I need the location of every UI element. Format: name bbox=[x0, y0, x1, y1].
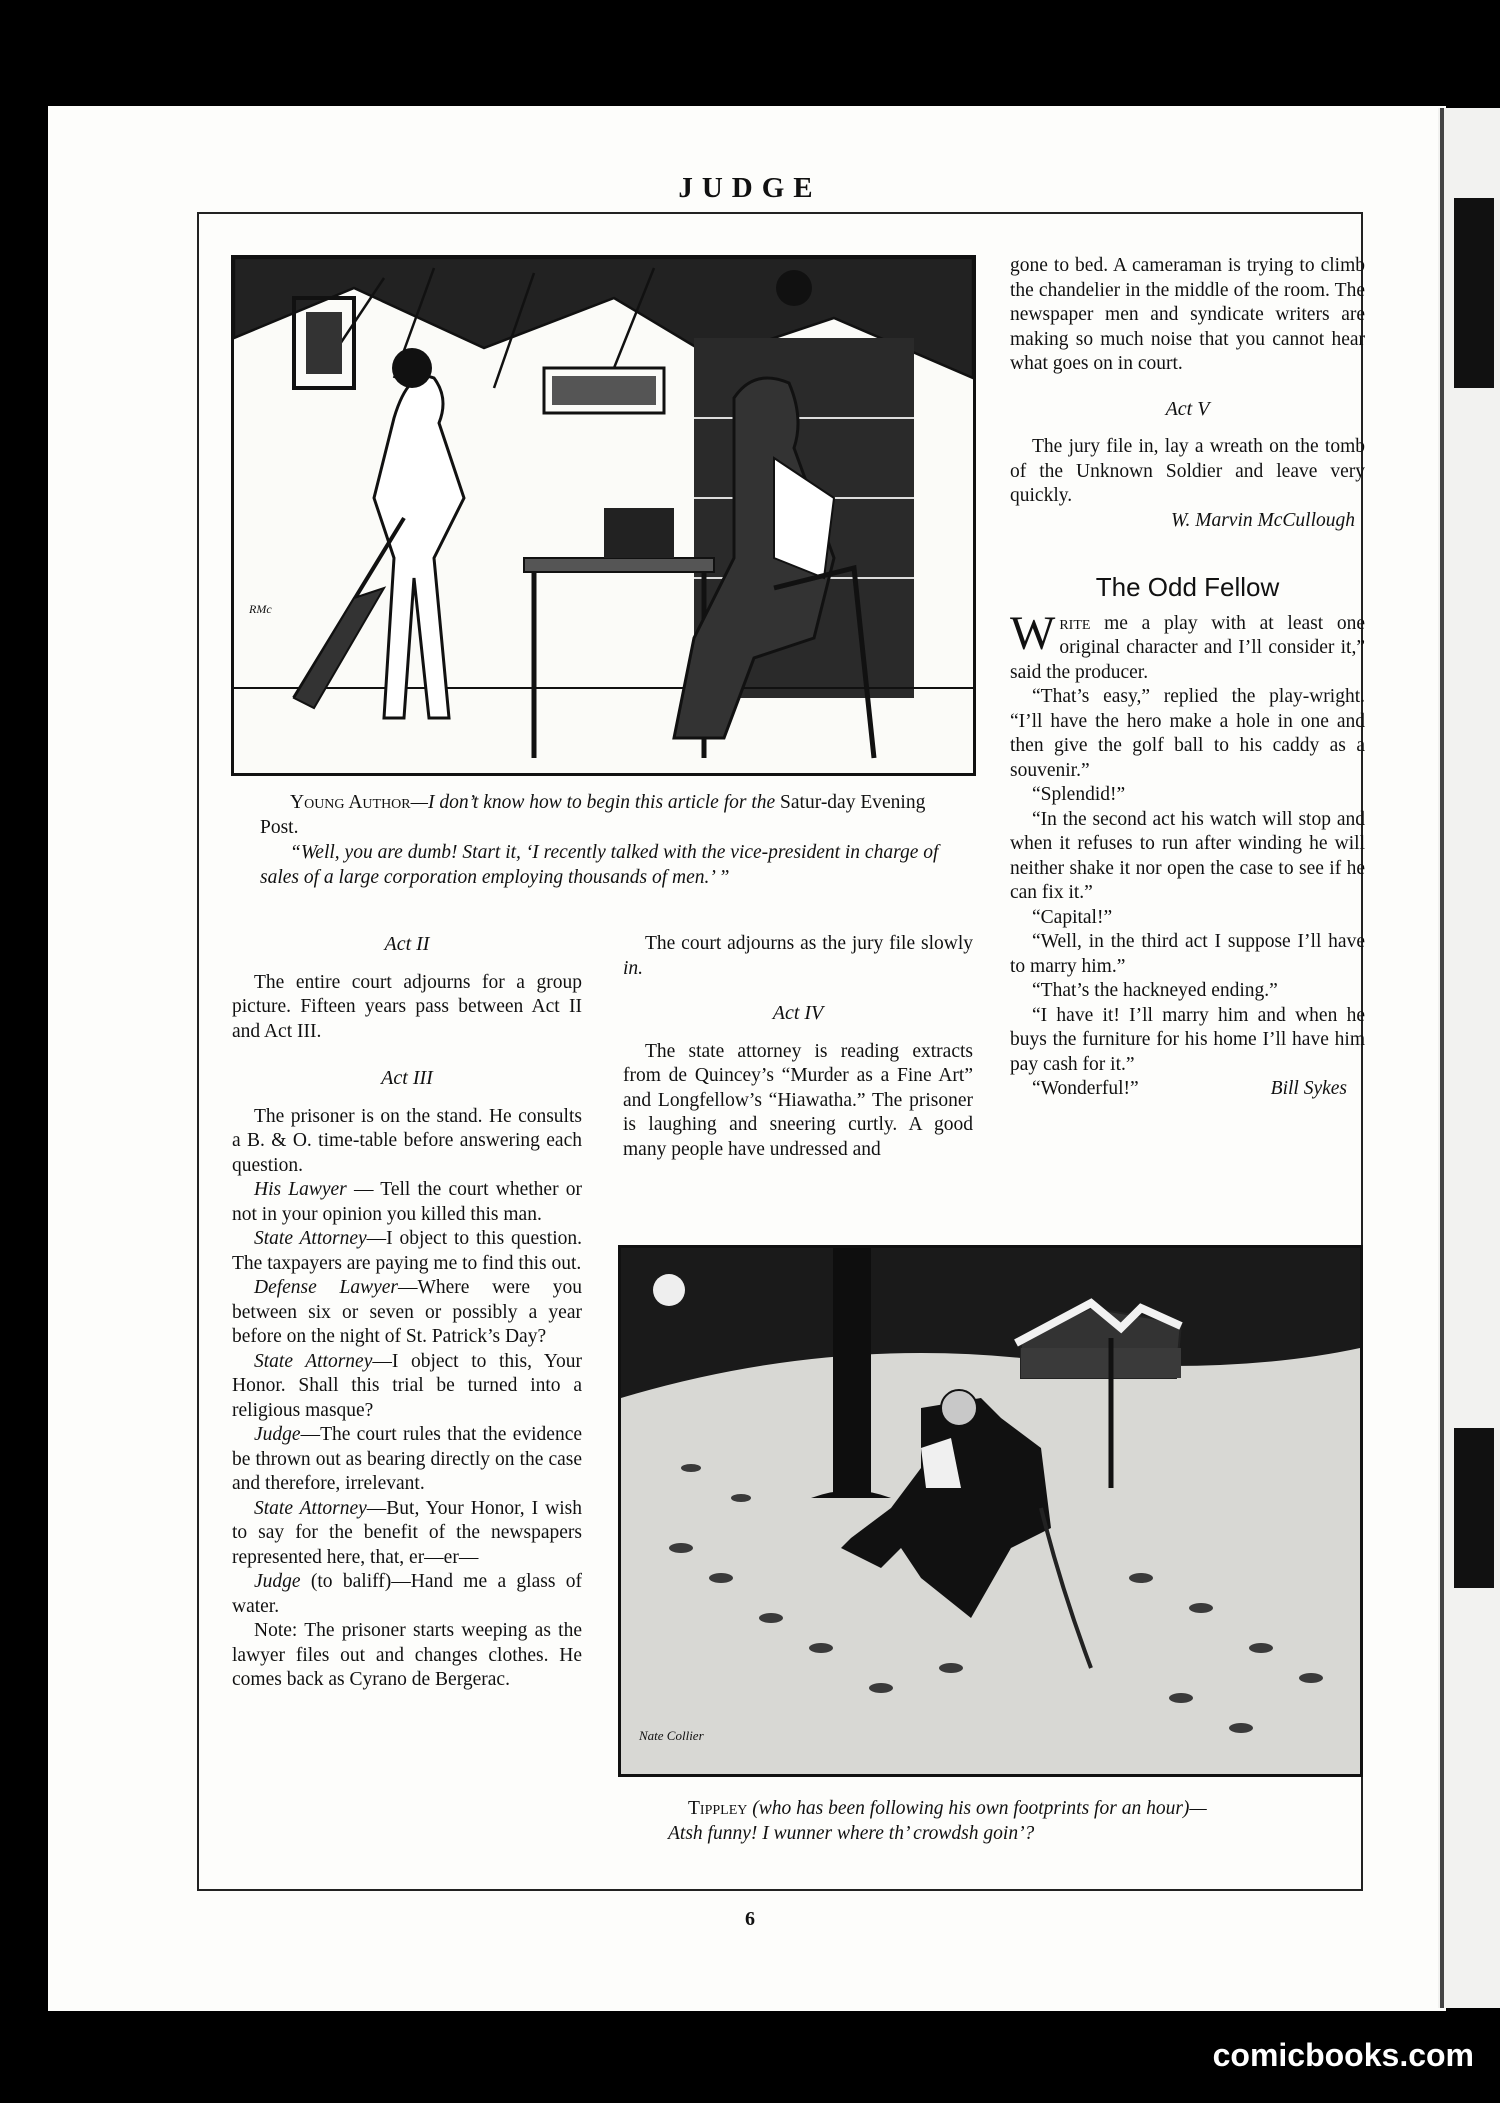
cartoon-tippley bbox=[618, 1245, 1363, 1777]
odd-author: Bill Sykes bbox=[1270, 1078, 1347, 1099]
dialogue-text: —But, Your Honor, I wish to say for the benefit of the newspapers represented here, that, er—er— bbox=[232, 1497, 582, 1568]
odd-para: “Capital!” bbox=[1032, 906, 1113, 928]
cartoon-young-author bbox=[231, 255, 976, 776]
act3-heading: Act III bbox=[381, 1067, 433, 1089]
caption1-speaker: Young Author bbox=[290, 792, 411, 813]
dialogue-speaker: Defense Lawyer bbox=[254, 1277, 398, 1298]
continued-text: gone to bed. A cameraman is trying to climb the chandelier in the middle of the room. The newspaper men and syndicate writers are making so much noise that you cannot hear what goes on in court. bbox=[1010, 255, 1365, 374]
cartoon1-caption bbox=[260, 790, 940, 890]
dialogue-speaker: His Lawyer bbox=[254, 1179, 347, 1200]
act4-text: The state attorney is reading extracts from de Quincey’s “Murder as a Fine Art” and Longfellow’s “Hiawatha.” The prisoner is laughing and sneering curtly. A good many people have undressed and bbox=[623, 1040, 973, 1160]
dialogue-speaker: State Attorney bbox=[254, 1350, 373, 1372]
odd-para: “Well, in the third act I suppose I’ll have to marry him.” bbox=[1010, 931, 1365, 977]
dropcap: W bbox=[1010, 606, 1056, 660]
act5-author: W. Marvin McCullough bbox=[1171, 509, 1355, 531]
facing-page-edge bbox=[1438, 108, 1500, 2008]
caption2-paren: (who has been following his own footprints for an hour)— bbox=[752, 1798, 1207, 1819]
odd-first-rest: me a play with at least one original character and I’ll consider it,” said the producer. bbox=[1010, 612, 1365, 683]
page-number: 6 bbox=[745, 1908, 755, 1930]
caption2-speaker: Tippley bbox=[688, 1798, 748, 1819]
dialogue-text: —Where were you between six or seven or possibly a year before on the night of St. Patrick’s Day? bbox=[232, 1277, 582, 1347]
mid-text-italic: in. bbox=[623, 957, 644, 979]
dialogue-speaker: Judge bbox=[254, 1571, 301, 1592]
dialogue-text: (to baliff)—Hand me a glass of water. bbox=[232, 1571, 582, 1617]
act5-text: The jury file in, lay a wreath on the tomb of the Unknown Soldier and leave very quickly. bbox=[1010, 436, 1365, 506]
caption1-line2: “Well, you are dumb! Start it, ‘I recently talked with the vice-president in charge of sales of a large corporation employing thousands of men.’ ” bbox=[260, 842, 939, 888]
odd-para: “Splendid!” bbox=[1032, 784, 1126, 805]
act4-heading: Act IV bbox=[772, 1002, 824, 1024]
odd-last: “Wonderful!” bbox=[1032, 1078, 1139, 1099]
odd-fellow-title: The Odd Fellow bbox=[1095, 572, 1280, 602]
dialogue-text: —I object to this question. The taxpayers are paying me to find this out. bbox=[232, 1228, 582, 1274]
act5-heading: Act V bbox=[1165, 397, 1210, 420]
dialogue-text: —I object to this, Your Honor. Shall this trial be turned into a religious masque? bbox=[232, 1350, 582, 1421]
cartoon2-signature: Nate Collier bbox=[639, 1728, 704, 1743]
column-middle bbox=[623, 932, 973, 1162]
watermark: comicbooks.com bbox=[1212, 2037, 1474, 2073]
act2-heading: Act II bbox=[384, 933, 430, 955]
masthead: JUDGE bbox=[678, 172, 822, 204]
odd-para: “I have it! I’ll marry him and when he buys the furniture for his home I’ll have him pay cash for it.” bbox=[1010, 1004, 1365, 1075]
odd-para: “In the second act his watch will stop and when it refuses to run after winding he will neither shake it nor open the case to see if he can fix it.” bbox=[1010, 808, 1365, 903]
dialogue-text: — Tell the court whether or not in your opinion you killed this man. bbox=[232, 1179, 583, 1225]
column-right bbox=[1010, 254, 1365, 1102]
dialogue-speaker: State Attorney bbox=[254, 1497, 367, 1519]
cartoon1-signature: RMc bbox=[249, 602, 272, 616]
act3-intro: The prisoner is on the stand. He consults a B. & O. time-table before answering each question. bbox=[232, 1105, 582, 1176]
caption1-line1: —I don’t know how to begin this article for the bbox=[410, 792, 781, 813]
column-left bbox=[232, 912, 582, 1693]
dialogue-speaker: State Attorney bbox=[254, 1228, 367, 1249]
odd-para: “That’s the hackneyed ending.” bbox=[1032, 980, 1278, 1001]
caption2-line2: Atsh funny! I wunner where th’ crowdsh goin’? bbox=[668, 1823, 1035, 1844]
note-text: Note: The prisoner starts weeping as the lawyer files out and changes clothes. He comes back as Cyrano de Bergerac. bbox=[232, 1620, 582, 1690]
caption1-line1-roman: Satur-day Evening Post. bbox=[260, 792, 926, 838]
mid-text: The court adjourns as the jury file slowly bbox=[645, 933, 973, 954]
odd-first-word: rite bbox=[1059, 612, 1091, 634]
dialogue-speaker: Judge bbox=[254, 1424, 301, 1445]
dialogue-text: —The court rules that the evidence be thrown out as bearing directly on the case and therefore, irrelevant. bbox=[232, 1424, 582, 1494]
act2-text: The entire court adjourns for a group picture. Fifteen years pass between Act II and Act III. bbox=[232, 971, 582, 1042]
odd-para: “That’s easy,” replied the play-wright. “I’ll have the hero make a hole in one and then give the golf ball to his caddy as a souvenir.” bbox=[1010, 686, 1365, 781]
cartoon2-caption bbox=[668, 1796, 1348, 1846]
